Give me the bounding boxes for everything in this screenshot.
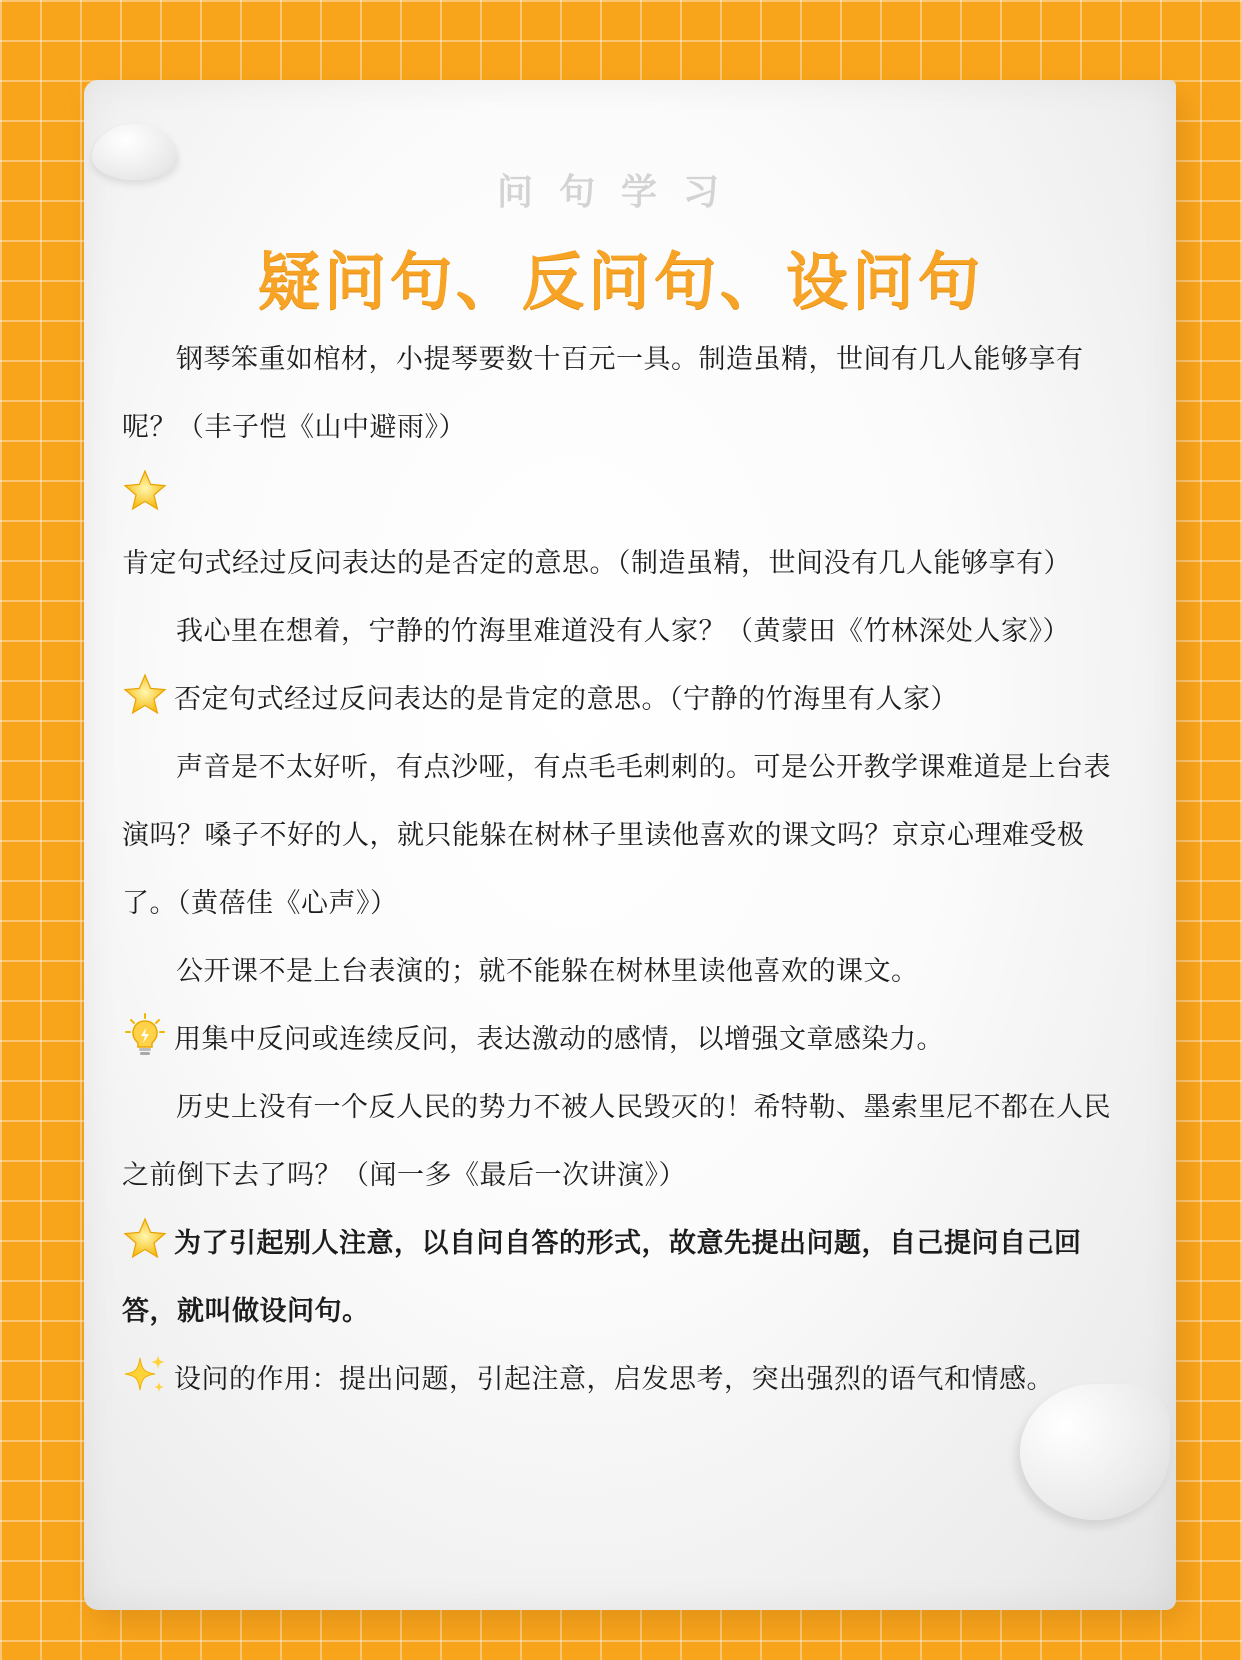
explanation-paragraph: [122, 1006, 1116, 1074]
example-paragraph: [122, 1074, 1116, 1210]
definition-paragraph: [122, 1210, 1116, 1346]
paragraph-text: 用集中反问或连续反问，表达激动的感情，以增强文章感染力。: [174, 1024, 944, 1055]
paragraph-text: 历史上没有一个反人民的势力不被人民毁灭的！希特勒、墨索里尼不都在人民之前倒下去了吗？（闻一多《最后一次讲演》）: [122, 1092, 1111, 1191]
example-paragraph: [122, 734, 1116, 938]
star-icon: [122, 1216, 168, 1262]
paragraph-text: 我心里在想着，宁静的竹海里难道没有人家？（黄蒙田《竹林深处人家》）: [176, 616, 1070, 647]
lightbulb-icon: [122, 1012, 168, 1058]
paragraph-text: 设问的作用：提出问题，引起注意，启发思考，突出强烈的语气和情感。: [174, 1364, 1054, 1395]
page-title: 疑问句、反问句、设问句: [257, 245, 984, 318]
content-body: [122, 326, 1116, 1414]
paragraph-text: 公开课不是上台表演的；就不能躲在树林里读他喜欢的课文。: [176, 956, 919, 987]
example-paragraph: [122, 598, 1116, 666]
paragraph-text: 肯定句式经过反问表达的是否定的意思。（制造虽精，世间没有几人能够享有）: [122, 548, 1071, 579]
explanation-paragraph: [122, 462, 1116, 598]
example-paragraph: [122, 326, 1116, 462]
explanation-paragraph: [122, 938, 1116, 1006]
paragraph-text: 钢琴笨重如棺材，小提琴要数十百元一具。制造虽精，世间有几人能够享有呢？（丰子恺《山中避雨》）: [122, 344, 1084, 443]
star-icon: [122, 468, 168, 514]
paragraph-text: 为了引起别人注意，以自问自答的形式，故意先提出问题，自己提问自己回答，就叫做设问句。: [122, 1228, 1082, 1327]
sparkles-icon: [122, 1352, 168, 1398]
explanation-paragraph: [122, 1346, 1116, 1414]
star-icon: [122, 672, 168, 718]
subtitle: 问句学习: [496, 171, 745, 213]
explanation-paragraph: [122, 666, 1116, 734]
paragraph-text: 否定句式经过反问表达的是肯定的意思。（宁静的竹海里有人家）: [174, 684, 958, 715]
paragraph-text: 声音是不太好听，有点沙哑，有点毛毛刺刺的。可是公开教学课难道是上台表演吗？嗓子不好的人，就只能躲在树林子里读他喜欢的课文吗？京京心理难受极了。（黄蓓佳《心声》）: [122, 752, 1111, 919]
